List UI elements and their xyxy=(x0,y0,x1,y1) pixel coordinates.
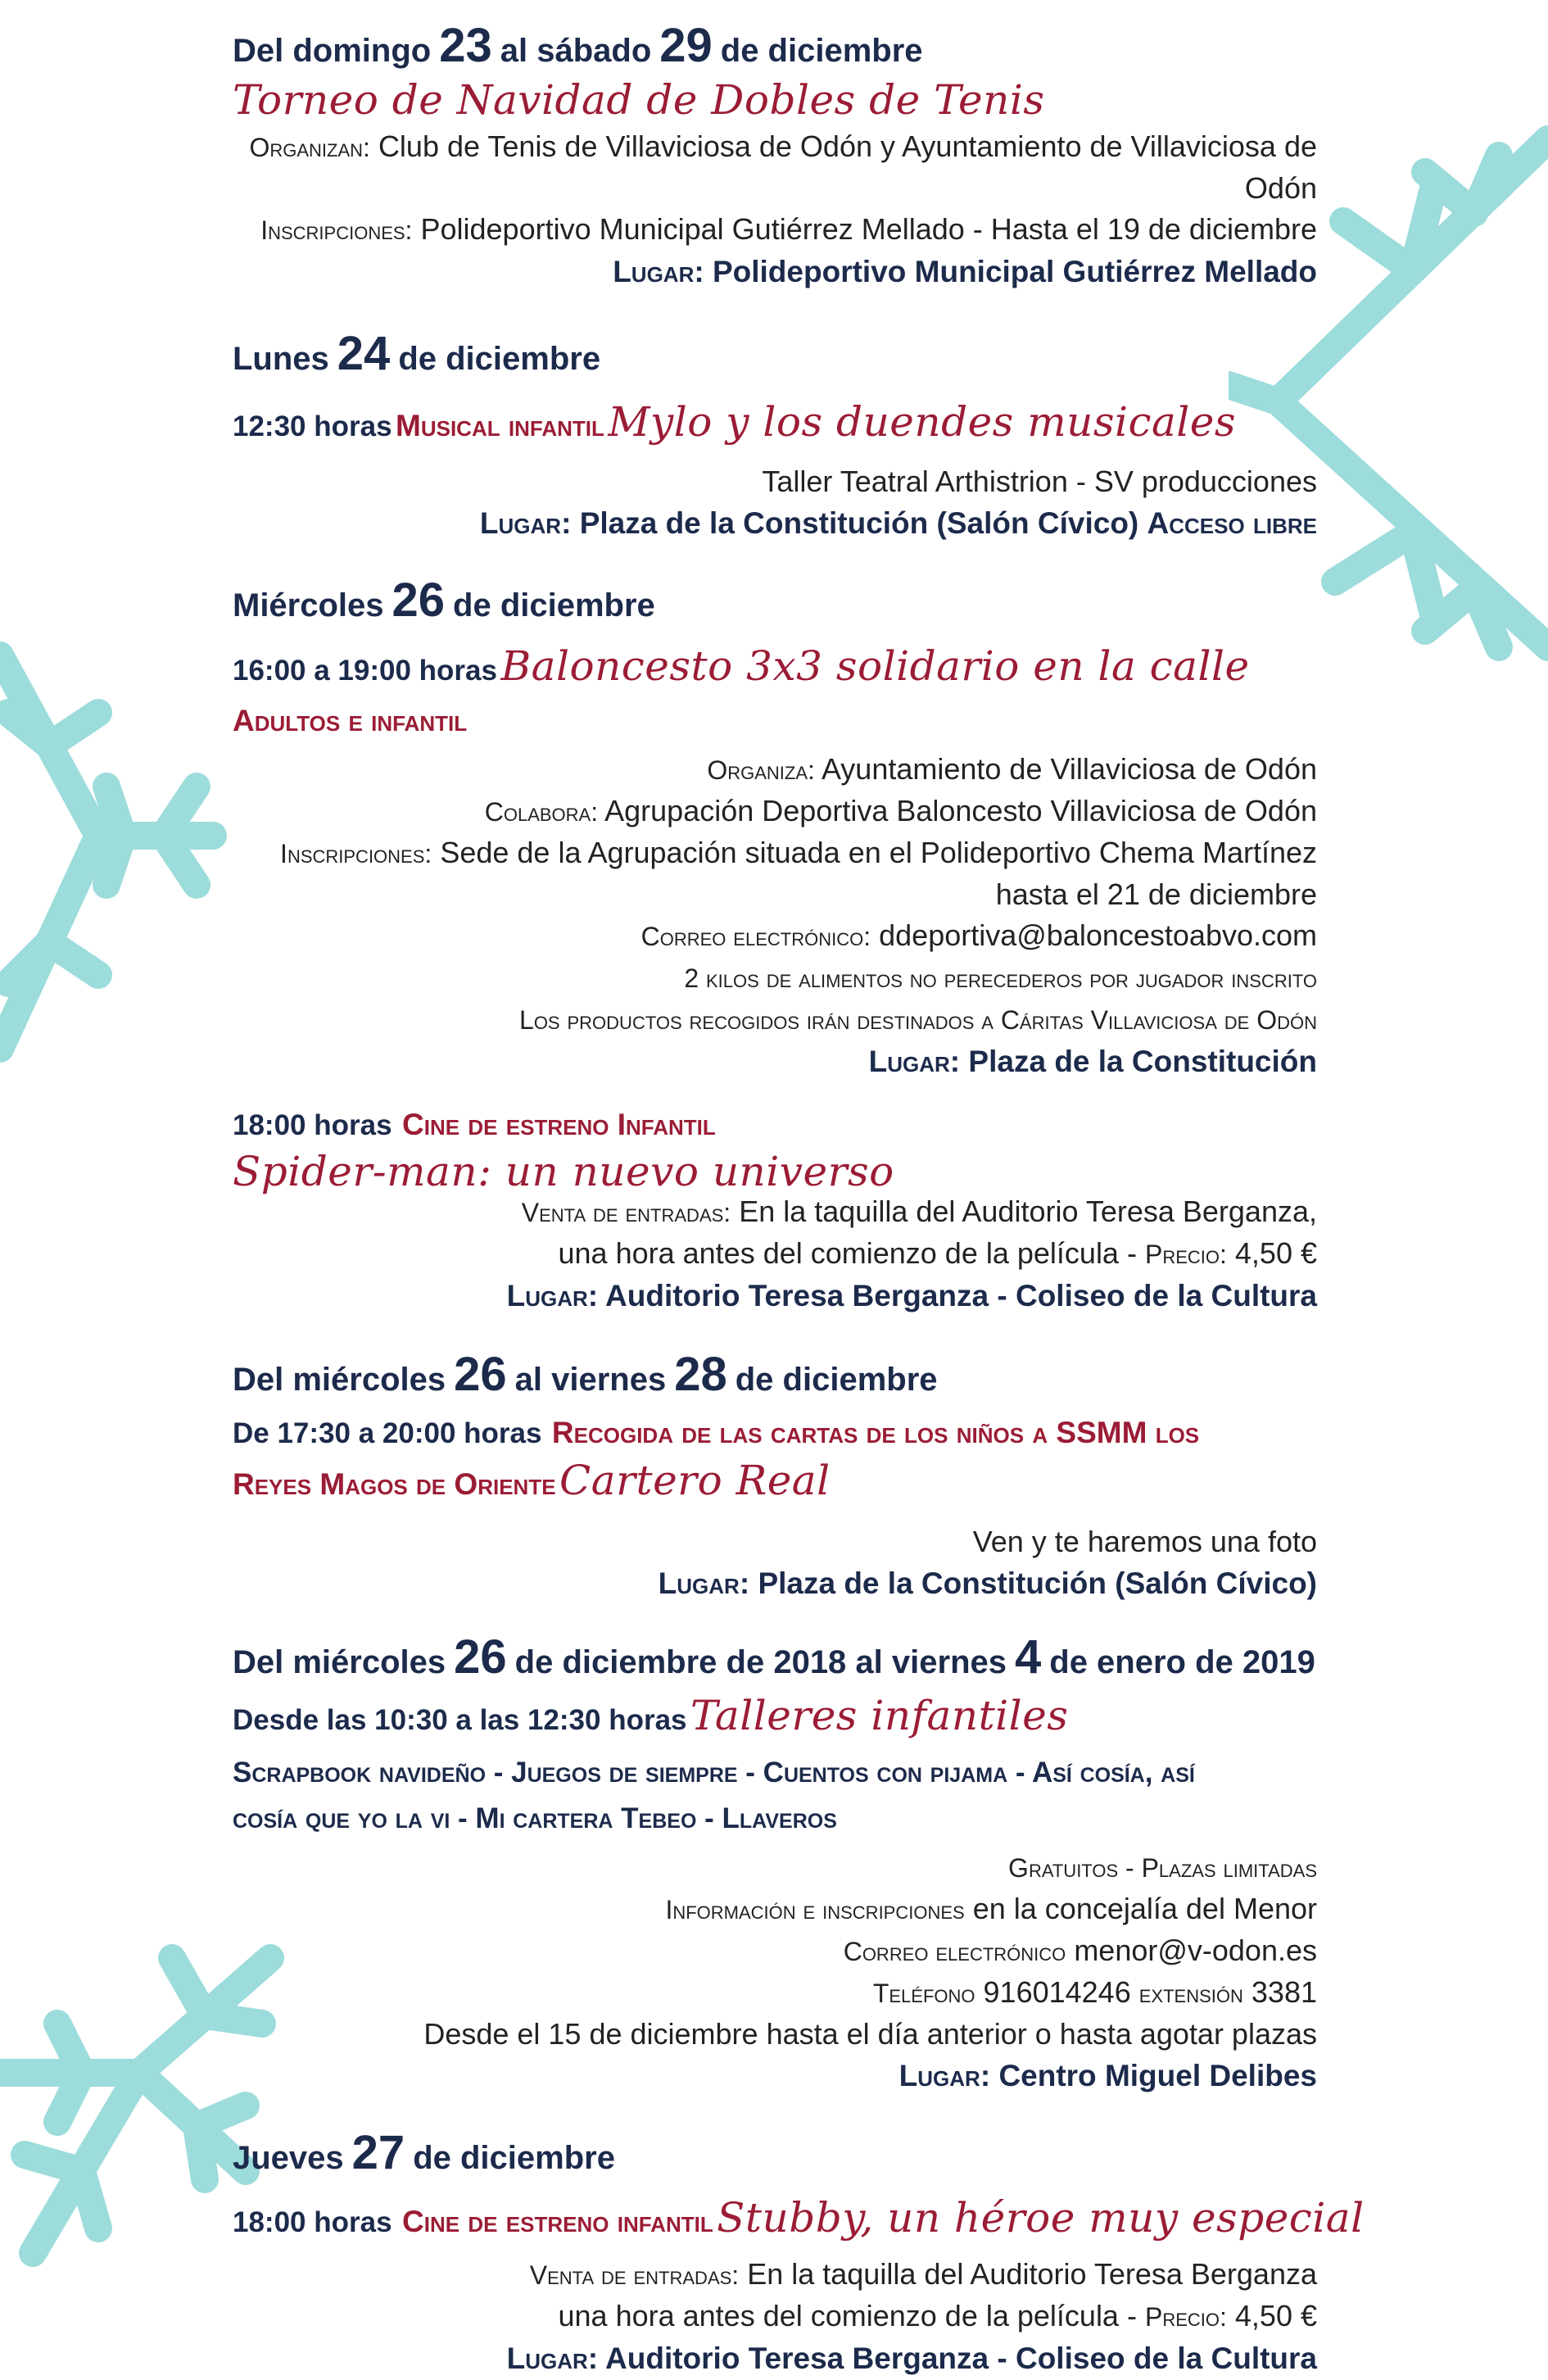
event-category: Cine de estreno Infantil xyxy=(402,1108,716,1141)
email-link[interactable]: ddeportiva@baloncestoabvo.com xyxy=(879,918,1317,952)
date-text: de diciembre de 2018 al viernes xyxy=(514,1644,1007,1680)
label: Lugar: xyxy=(506,1279,599,1312)
label: Organizan: xyxy=(249,133,370,162)
event-title: Stubby, un héroe muy especial xyxy=(717,2194,1365,2242)
event-date xyxy=(233,18,1317,74)
date-text: de enero de 2019 xyxy=(1049,1644,1315,1680)
value: Polideportivo Municipal Gutiérrez Mellado xyxy=(712,255,1317,288)
workshop-list: Scrapbook navideño - Juegos de siempre - Cuentos con pijama - Así cosía, así xyxy=(233,1757,1195,1788)
email xyxy=(233,915,1317,957)
event-time: Desde las 10:30 a las 12:30 horas xyxy=(233,1704,687,1736)
event-date xyxy=(233,2125,1317,2181)
event-category: Reyes Magos de Oriente xyxy=(233,1467,556,1501)
label: Lugar: xyxy=(479,506,572,540)
event-talleres xyxy=(233,1630,1317,2097)
organizer xyxy=(233,749,1317,791)
label: Precio: xyxy=(1144,2302,1227,2332)
event-heading xyxy=(233,1104,1317,1152)
workshop-list: cosía que yo la vi - Mi cartera Tebeo - Llaveros xyxy=(233,1802,837,1834)
event-title: Torneo de Navidad de Dobles de Tenis xyxy=(233,76,1045,124)
value: Agrupación Deportiva Baloncesto Villaviciosa de Odón xyxy=(604,794,1317,827)
company: Taller Teatral Arthistrion - SV producciones xyxy=(762,465,1317,498)
collaborator xyxy=(233,791,1317,832)
event-spiderman xyxy=(233,1104,1317,1317)
date-text: de diciembre xyxy=(398,341,601,377)
label: Lugar: xyxy=(868,1045,961,1078)
label: Venta de entradas: xyxy=(521,1198,731,1227)
price: 4,50 € xyxy=(1234,2299,1317,2332)
note xyxy=(233,957,1317,999)
date-text: de diciembre xyxy=(735,1362,938,1398)
organizers xyxy=(233,126,1317,209)
value: Auditorio Teresa Berganza - Coliseo de la Cultura xyxy=(605,1279,1317,1312)
free-note xyxy=(233,1847,1317,1888)
label: Teléfono xyxy=(872,1979,975,2008)
access-note: Acceso libre xyxy=(1147,506,1317,540)
date-text: de diciembre xyxy=(453,587,655,623)
label: Precio: xyxy=(1144,1240,1227,1269)
note: Ven y te haremos una foto xyxy=(972,1525,1317,1558)
value: Club de Tenis de Villaviciosa de Odón y Ayuntamiento de Villaviciosa de Odón xyxy=(378,129,1317,205)
price: 4,50 € xyxy=(1234,1236,1317,1270)
label: Inscripciones: xyxy=(280,839,432,868)
value: Plaza de la Constitución (Salón Cívico) xyxy=(758,1566,1317,1600)
event-heading xyxy=(233,1412,1317,1460)
date-number: 4 xyxy=(1015,1630,1042,1684)
label: Correo electrónico: xyxy=(640,922,871,951)
events-list xyxy=(233,18,1365,2380)
date-number: 26 xyxy=(392,573,446,627)
registration xyxy=(233,832,1317,874)
label: Lugar: xyxy=(658,1566,750,1600)
event-date xyxy=(233,573,1317,628)
label: Correo electrónico xyxy=(843,1937,1066,1966)
ticket-sales xyxy=(233,1191,1317,1233)
event-category: Cine de estreno infantil xyxy=(402,2205,713,2238)
value: Gratuitos - Plazas limitadas xyxy=(1008,1853,1317,1883)
event-title: Talleres infantiles xyxy=(690,1692,1069,1739)
label: Información e inscripciones xyxy=(665,1895,965,1924)
label: Organiza: xyxy=(707,755,815,785)
value: Sede de la Agrupación situada en el Polideportivo Chema Martínez xyxy=(440,836,1317,869)
date-text: al viernes xyxy=(514,1362,667,1398)
ticket-price xyxy=(233,1233,1317,1275)
information xyxy=(233,1888,1317,1930)
event-baloncesto xyxy=(233,573,1317,1083)
value: Plaza de la Constitución xyxy=(968,1045,1317,1078)
email-link[interactable]: menor@v-odon.es xyxy=(1074,1933,1317,1967)
date-text: Del miércoles xyxy=(233,1644,446,1680)
venue xyxy=(233,2055,1317,2097)
event-heading xyxy=(233,640,1317,703)
date-text: Del domingo xyxy=(233,33,432,69)
value: Plaza de la Constitución (Salón Cívico) xyxy=(579,506,1139,540)
date-text: de diciembre xyxy=(413,2140,615,2176)
event-title: Baloncesto 3x3 solidario en la calle xyxy=(500,642,1250,690)
venue xyxy=(233,502,1317,545)
date-text: Jueves xyxy=(233,2140,344,2176)
event-time: 12:30 horas xyxy=(233,410,392,442)
note-text: Los productos recogidos irán destinados a Cáritas Villaviciosa de Odón xyxy=(519,1005,1317,1035)
venue xyxy=(233,1562,1317,1605)
event-time: 18:00 horas xyxy=(233,2206,392,2238)
event-category: Adultos e infantil xyxy=(233,704,468,737)
value: Centro Miguel Delibes xyxy=(998,2059,1317,2092)
event-heading xyxy=(233,1692,1317,1750)
label: extensión xyxy=(1138,1979,1243,2008)
date-number: 28 xyxy=(674,1348,727,1401)
phone xyxy=(233,1972,1317,2014)
ticket-sales xyxy=(233,2254,1317,2296)
event-time: 18:00 horas xyxy=(233,1109,392,1141)
date-text: de diciembre xyxy=(720,33,923,69)
event-title: Mylo y los duendes musicales xyxy=(608,398,1237,446)
registration-deadline: hasta el 21 de diciembre xyxy=(995,877,1317,911)
snowflake-icon xyxy=(0,623,229,1081)
event-tenis xyxy=(233,18,1317,293)
value: una hora antes del comienzo de la película - xyxy=(558,2299,1137,2332)
event-time: De 17:30 a 20:00 horas xyxy=(233,1417,542,1449)
venue xyxy=(233,251,1317,293)
value: Ayuntamiento de Villaviciosa de Odón xyxy=(821,752,1317,786)
event-heading xyxy=(233,2192,1365,2254)
date-text: al sábado xyxy=(500,33,652,69)
note-text: 2 kilos de alimentos no perecederos por jugador inscrito xyxy=(684,963,1317,993)
event-heading xyxy=(233,393,1317,461)
venue xyxy=(233,1275,1317,1317)
date-number: 29 xyxy=(659,19,713,72)
date-number: 27 xyxy=(351,2126,405,2179)
email xyxy=(233,1930,1317,1972)
value: En la taquilla del Auditorio Teresa Berganza xyxy=(747,2257,1317,2291)
value: Auditorio Teresa Berganza - Coliseo de la Cultura xyxy=(605,2341,1317,2375)
value: En la taquilla del Auditorio Teresa Berganza, xyxy=(739,1195,1317,1228)
extension: 3381 xyxy=(1251,1975,1317,2009)
event-date xyxy=(233,1347,1317,1403)
label: Lugar: xyxy=(613,255,704,288)
date-number: 26 xyxy=(454,1630,507,1684)
label: Colabora: xyxy=(484,797,599,827)
event-date xyxy=(233,1630,1317,1685)
registration xyxy=(233,209,1317,251)
event-mylo xyxy=(233,326,1317,545)
label: Lugar: xyxy=(506,2341,599,2375)
label: Venta de entradas: xyxy=(529,2260,740,2290)
phone-number[interactable]: 916014246 xyxy=(983,1975,1131,2009)
ticket-price xyxy=(233,2296,1317,2337)
event-time: 16:00 a 19:00 horas xyxy=(233,655,497,687)
event-cartero-real xyxy=(233,1347,1317,1605)
venue xyxy=(233,1040,1317,1083)
event-title: Cartero Real xyxy=(559,1457,831,1504)
date-number: 24 xyxy=(337,327,391,380)
event-category: Musical infantil xyxy=(396,409,604,442)
date-text: Miércoles xyxy=(233,587,384,623)
event-date xyxy=(233,326,1317,382)
event-title: Spider-man: un nuevo universo xyxy=(233,1148,894,1195)
venue xyxy=(233,2337,1317,2380)
dates-note: Desde el 15 de diciembre hasta el día anterior o hasta agotar plazas xyxy=(423,2017,1317,2051)
date-text: Lunes xyxy=(233,341,329,377)
date-text: Del miércoles xyxy=(233,1362,446,1398)
label: Lugar: xyxy=(898,2059,991,2092)
event-category: Recogida de las cartas de los niños a SSMM los xyxy=(551,1416,1200,1449)
date-number: 26 xyxy=(454,1348,507,1401)
date-number: 23 xyxy=(439,19,492,72)
event-heading xyxy=(233,1457,1317,1512)
value: en la concejalía del Menor xyxy=(972,1892,1317,1925)
value: una hora antes del comienzo de la película - xyxy=(558,1236,1137,1270)
value: Polideportivo Municipal Gutiérrez Mellado - Hasta el 19 de diciembre xyxy=(420,212,1317,246)
note xyxy=(233,999,1317,1040)
event-stubby xyxy=(233,2125,1365,2380)
label: Inscripciones: xyxy=(260,215,413,245)
